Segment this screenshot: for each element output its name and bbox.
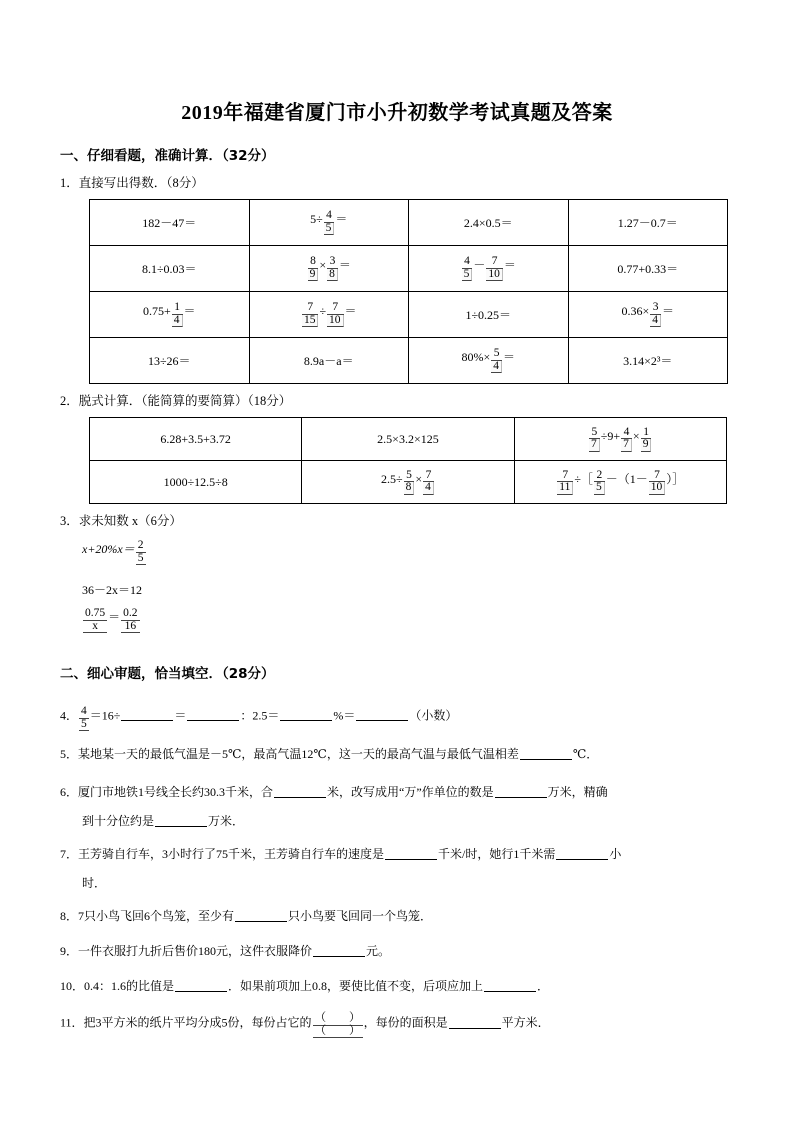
fraction xyxy=(423,470,434,495)
calculation-cell xyxy=(249,200,409,246)
question-7-line-2: 时． xyxy=(82,876,107,890)
calculation-cell xyxy=(90,418,302,461)
expression-text: 80%× xyxy=(461,350,491,365)
fraction-denominator: 7 xyxy=(589,439,600,452)
fraction-numerator: 4 xyxy=(324,210,335,223)
fraction-denominator: 10 xyxy=(327,315,344,328)
fraction-denominator: x xyxy=(83,621,107,634)
expression-text: ÷9+ xyxy=(600,428,621,443)
question-4 xyxy=(60,706,457,731)
q4-blank-2[interactable] xyxy=(187,708,239,721)
q6-blank-3[interactable] xyxy=(155,814,207,827)
calculation-cell xyxy=(514,461,726,504)
calculation-cell xyxy=(568,246,728,292)
calculation-cell xyxy=(302,418,514,461)
question-1-label: 1．直接写出得数．（8分） xyxy=(60,176,204,190)
expression-text: 3.14×2³＝ xyxy=(623,354,673,368)
calculation-cell xyxy=(568,292,728,338)
q9-blank-1[interactable] xyxy=(313,944,365,957)
fraction-numerator: 7 xyxy=(649,470,666,483)
expression-text: × xyxy=(632,428,640,443)
fraction-denominator: 7 xyxy=(621,439,632,452)
q6-blank-2[interactable] xyxy=(495,785,547,798)
q10-text-a: 10．0.4：1.6的比值是 xyxy=(60,979,175,993)
expression-text: 0.36× xyxy=(621,304,650,319)
q9-text-b: 元。 xyxy=(366,944,391,958)
expression-text: ＝ xyxy=(344,304,357,319)
expression-text: 182－47＝ xyxy=(142,216,197,230)
q4-number: 4． xyxy=(60,708,79,723)
fraction-numerator: （ ） xyxy=(314,1012,361,1024)
expression-text: 6.28+3.5+3.72 xyxy=(160,431,231,446)
calculation-cell xyxy=(90,338,250,384)
fraction-denominator: 5 xyxy=(324,223,335,236)
fraction-denominator: 4 xyxy=(650,315,661,328)
expression-text: 1.27－0.7＝ xyxy=(617,216,678,230)
q7-text-a: 7．王芳骑自行车，3小时行了75千米，王芳骑自行车的速度是 xyxy=(60,847,385,861)
fraction xyxy=(404,470,415,495)
calculation-cell xyxy=(514,418,726,461)
expression-text: 0.75+ xyxy=(142,304,171,319)
stepwise-calculation-table xyxy=(89,417,727,504)
calculation-cell xyxy=(568,338,728,384)
fraction xyxy=(302,302,319,327)
q10-blank-1[interactable] xyxy=(175,979,227,992)
q4-text-1: ＝16÷ xyxy=(89,708,121,723)
fraction xyxy=(486,256,503,281)
calculation-cell xyxy=(90,200,250,246)
expression-text: ＝ xyxy=(503,258,516,273)
fraction-denominator: 8 xyxy=(327,269,338,282)
q4-text-3: ：2.5＝ xyxy=(240,708,280,723)
q11-blank-1[interactable] xyxy=(449,1016,501,1029)
expression-text: ÷ xyxy=(319,304,327,319)
table-row xyxy=(90,418,727,461)
q4-fraction xyxy=(79,706,89,731)
fraction-numerator: 5 xyxy=(404,470,415,483)
fraction xyxy=(650,302,661,327)
fraction xyxy=(462,256,473,281)
expression-text: ＝ xyxy=(662,304,675,319)
fraction-numerator: 0.75 xyxy=(85,607,106,619)
fraction-numerator: 3 xyxy=(650,302,661,315)
fraction-numerator: 7 xyxy=(486,256,503,269)
fraction xyxy=(172,302,183,327)
q6-text-b: 米，改写成用“万”作单位的数是 xyxy=(327,785,494,799)
q4-blank-3[interactable] xyxy=(280,708,332,721)
fraction xyxy=(327,256,338,281)
fraction-denominator: 5 xyxy=(81,717,87,730)
fraction-numerator: 4 xyxy=(462,256,473,269)
table-row xyxy=(90,246,728,292)
calculation-cell xyxy=(409,246,569,292)
question-10 xyxy=(60,977,549,994)
question-3-equation-1 xyxy=(82,540,147,565)
expression-text: 1000÷12.5÷8 xyxy=(163,474,228,489)
expression-text: × xyxy=(319,258,327,273)
expression-text: 1÷0.25＝ xyxy=(465,308,512,322)
fraction-numerator: 3 xyxy=(327,256,338,269)
calculation-cell xyxy=(90,461,302,504)
fraction-numerator: 7 xyxy=(327,302,344,315)
fraction-numerator: 2 xyxy=(594,470,605,483)
calculation-cell xyxy=(90,292,250,338)
question-6-line-1 xyxy=(60,783,608,800)
section-1-heading: 一、仔细看题，准确计算．（32分） xyxy=(60,148,275,164)
table-row xyxy=(90,338,728,384)
fraction-denominator: （ ） xyxy=(314,1024,361,1037)
fraction-numerator: 5 xyxy=(491,348,502,361)
expression-text: 2.5×3.2×125 xyxy=(377,431,439,446)
oral-calculation-body xyxy=(90,200,728,384)
fraction-numerator: 7 xyxy=(557,470,573,483)
section-2-heading: 二、细心审题，恰当填空．（28分） xyxy=(60,666,275,682)
fraction-denominator: 8 xyxy=(404,482,415,495)
fraction xyxy=(327,302,344,327)
q3-eq3-operator: ＝ xyxy=(108,610,121,625)
q6-blank-1[interactable] xyxy=(274,785,326,798)
fraction-denominator: 15 xyxy=(302,315,319,328)
fraction-numerator: 2 xyxy=(137,539,144,551)
fraction xyxy=(621,427,632,452)
fraction-numerator: 1 xyxy=(641,427,652,440)
question-5 xyxy=(60,745,598,762)
q10-text-c: ． xyxy=(537,979,550,993)
q8-blank-1[interactable] xyxy=(235,909,287,922)
q5-text: 5．某地某一天的最低气温是－5℃，最高气温12℃，这一天的最高气温与最低气温相差 xyxy=(60,747,519,761)
q5-tail: ℃． xyxy=(572,747,599,761)
fraction xyxy=(649,470,666,495)
fraction-numerator: 1 xyxy=(172,302,183,315)
expression-text: × xyxy=(415,471,423,486)
expression-text: 5÷ xyxy=(310,212,323,227)
fraction xyxy=(308,256,319,281)
fraction-numerator: 4 xyxy=(81,705,87,717)
q3-eq3-left-fraction xyxy=(83,608,107,633)
fraction-denominator: 5 xyxy=(594,482,605,495)
calculation-cell xyxy=(568,200,728,246)
table-row xyxy=(90,292,728,338)
q7-blank-2[interactable] xyxy=(556,847,608,860)
q4-blank-1[interactable] xyxy=(121,708,173,721)
page-title: 2019年福建省厦门市小升初数学考试真题及答案 xyxy=(181,102,613,124)
q10-text-b: ．如果前项加上0.8，要使比值不变，后项应加上 xyxy=(228,979,484,993)
question-3-equation-3 xyxy=(82,608,141,633)
expression-text: ＝ xyxy=(503,350,516,365)
fraction-denominator: 10 xyxy=(486,269,503,282)
expression-text: 13÷26＝ xyxy=(147,354,191,368)
fraction-numerator: 4 xyxy=(621,427,632,440)
table-row xyxy=(90,200,728,246)
q6-text-c: 万米，精确 xyxy=(547,785,608,799)
q11-text-b: ，每份的面积是 xyxy=(363,1015,448,1030)
calculation-cell xyxy=(302,461,514,504)
question-3-equation-2: 36－2x＝12 xyxy=(82,583,143,597)
q8-text-b: 只小鸟要飞回同一个鸟笼． xyxy=(288,909,433,923)
q6-text-d: 到十分位约是 xyxy=(82,814,155,828)
question-8 xyxy=(60,907,432,924)
q5-blank-1[interactable] xyxy=(520,747,572,760)
calculation-cell xyxy=(249,338,409,384)
fraction xyxy=(641,427,652,452)
expression-text: 8.1÷0.03＝ xyxy=(141,262,197,276)
fraction-denominator: 9 xyxy=(641,439,652,452)
q4-blank-4[interactable] xyxy=(356,708,408,721)
table-row xyxy=(90,461,727,504)
fraction-denominator: 9 xyxy=(308,269,319,282)
q7-text-c: 小 xyxy=(609,847,622,861)
calculation-cell xyxy=(409,200,569,246)
fraction-denominator: 16 xyxy=(121,621,139,634)
q3-eq1-prefix: x+20%x＝ xyxy=(82,542,135,557)
expression-text: ＝ xyxy=(335,212,348,227)
fraction-numerator: 8 xyxy=(308,256,319,269)
q6-text-e: 万米． xyxy=(208,814,245,828)
fraction-denominator: 5 xyxy=(137,551,144,564)
q8-text-a: 8．7只小鸟飞回6个鸟笼，至少有 xyxy=(60,909,235,923)
fraction-denominator: 10 xyxy=(649,482,666,495)
fraction xyxy=(557,470,573,495)
calculation-cell xyxy=(249,246,409,292)
oral-calculation-table xyxy=(89,199,728,384)
q4-text-2: ＝ xyxy=(174,708,187,723)
question-7-line-1 xyxy=(60,845,621,862)
fraction xyxy=(324,210,335,235)
q6-text-a: 6．厦门市地铁1号线全长约30.3千米，合 xyxy=(60,785,274,799)
fraction-denominator: 4 xyxy=(172,315,183,328)
fraction xyxy=(594,470,605,495)
question-9 xyxy=(60,942,390,959)
calculation-cell xyxy=(409,292,569,338)
q7-blank-1[interactable] xyxy=(385,847,437,860)
expression-text: ）］ xyxy=(666,471,685,486)
expression-text: 0.77+0.33＝ xyxy=(617,262,679,276)
fraction-denominator: 4 xyxy=(423,482,434,495)
fraction-numerator: 0.2 xyxy=(123,607,138,619)
q4-text-5: （小数） xyxy=(409,708,458,723)
q7-text-b: 千米/时，她行1千米需 xyxy=(438,847,556,861)
fraction-denominator: 5 xyxy=(462,269,473,282)
calculation-cell xyxy=(249,292,409,338)
question-2-label: 2．脱式计算．（能简算的要简算）（18分） xyxy=(60,394,292,408)
q3-eq1-fraction xyxy=(136,540,146,565)
calculation-cell xyxy=(90,246,250,292)
question-6-line-2 xyxy=(82,812,244,829)
fraction-denominator: 11 xyxy=(557,482,573,495)
expression-text: － xyxy=(473,258,486,273)
q3-eq3-right-fraction xyxy=(121,608,139,633)
stepwise-calculation-body xyxy=(90,418,727,504)
q11-text-c: 平方米． xyxy=(501,1015,550,1030)
question-3-label: 3．求未知数 x（6分） xyxy=(60,514,182,528)
calculation-cell xyxy=(409,338,569,384)
fraction-denominator: 4 xyxy=(491,361,502,374)
fraction xyxy=(589,427,600,452)
fraction-numerator: 7 xyxy=(302,302,319,315)
fraction xyxy=(491,348,502,373)
expression-text: ＝ xyxy=(338,258,351,273)
expression-text: 2.4×0.5＝ xyxy=(463,216,513,230)
question-11 xyxy=(60,1013,550,1038)
expression-text: 2.5÷ xyxy=(381,471,403,486)
fraction-numerator: 5 xyxy=(589,427,600,440)
fraction-numerator: 7 xyxy=(423,470,434,483)
q4-text-4: %＝ xyxy=(333,708,356,723)
expression-text: 8.9a－a＝ xyxy=(303,354,354,368)
q9-text-a: 9．一件衣服打九折后售价180元，这件衣服降价 xyxy=(60,944,313,958)
expression-text: ÷［ xyxy=(574,471,593,486)
expression-text: －（1－ xyxy=(605,471,648,486)
expression-text: ＝ xyxy=(183,304,196,319)
q10-blank-2[interactable] xyxy=(484,979,536,992)
q11-fraction xyxy=(313,1013,363,1038)
q11-text-a: 11．把3平方米的纸片平均分成5份，每份占它的 xyxy=(60,1015,312,1030)
